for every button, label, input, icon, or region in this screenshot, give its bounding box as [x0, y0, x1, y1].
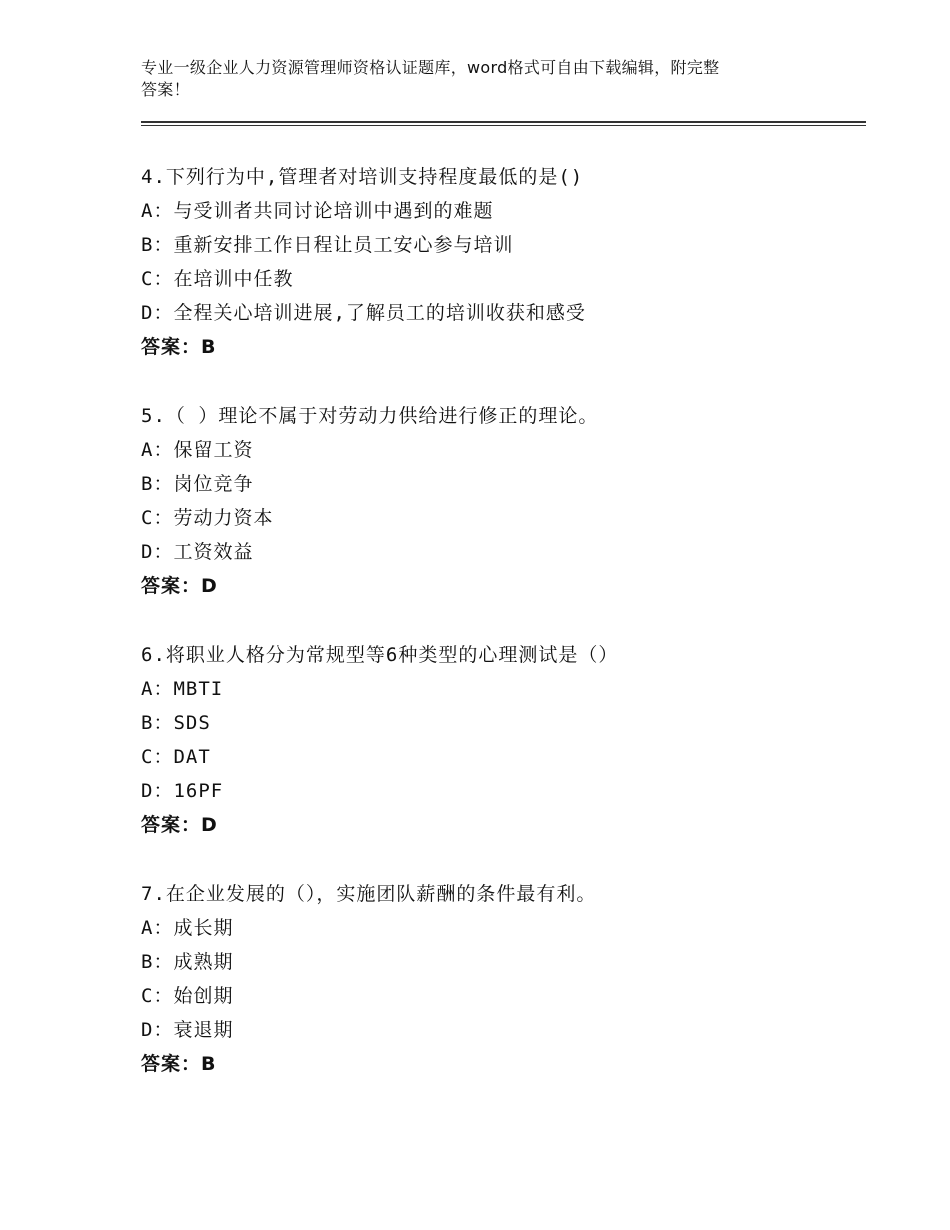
question-title: 4.下列行为中,管理者对培训支持程度最低的是() — [141, 166, 584, 188]
option-c: C：在培训中任教 — [141, 268, 294, 290]
answer-line: 答案：D — [141, 814, 218, 836]
option-c: C：始创期 — [141, 985, 234, 1007]
option-d: D：工资效益 — [141, 541, 254, 563]
question-title: 7.在企业发展的（），实施团队薪酬的条件最有利。 — [141, 883, 597, 905]
question-block — [141, 160, 861, 364]
question-title: 6.将职业人格分为常规型等6种类型的心理测试是（） — [141, 644, 619, 666]
question-title: 5.（ ）理论不属于对劳动力供给进行修正的理论。 — [141, 405, 599, 427]
document-header — [141, 57, 841, 101]
option-a: A：保留工资 — [141, 439, 254, 461]
option-a: A：成长期 — [141, 917, 234, 939]
question-block — [141, 638, 861, 842]
option-d: D：衰退期 — [141, 1019, 234, 1041]
option-a: A：与受训者共同讨论培训中遇到的难题 — [141, 200, 494, 222]
option-c: C：劳动力资本 — [141, 507, 274, 529]
option-b: B：重新安排工作日程让员工安心参与培训 — [141, 234, 514, 256]
header-line-2: 答案！ — [141, 80, 190, 99]
option-b: B：成熟期 — [141, 951, 234, 973]
option-b: B：岗位竞争 — [141, 473, 254, 495]
option-d: D：全程关心培训进展,了解员工的培训收获和感受 — [141, 302, 586, 324]
option-c: C：DAT — [141, 746, 211, 768]
question-block — [141, 877, 861, 1081]
header-divider-thick — [141, 121, 866, 123]
question-block — [141, 399, 861, 603]
answer-line: 答案：D — [141, 575, 218, 597]
option-d: D：16PF — [141, 780, 224, 802]
option-a: A：MBTI — [141, 678, 224, 700]
answer-line: 答案：B — [141, 1053, 217, 1075]
header-divider-thin — [141, 125, 866, 126]
header-line-1: 专业一级企业人力资源管理师资格认证题库，word格式可自由下载编辑，附完整 — [141, 58, 720, 77]
option-b: B：SDS — [141, 712, 211, 734]
answer-line: 答案：B — [141, 336, 217, 358]
